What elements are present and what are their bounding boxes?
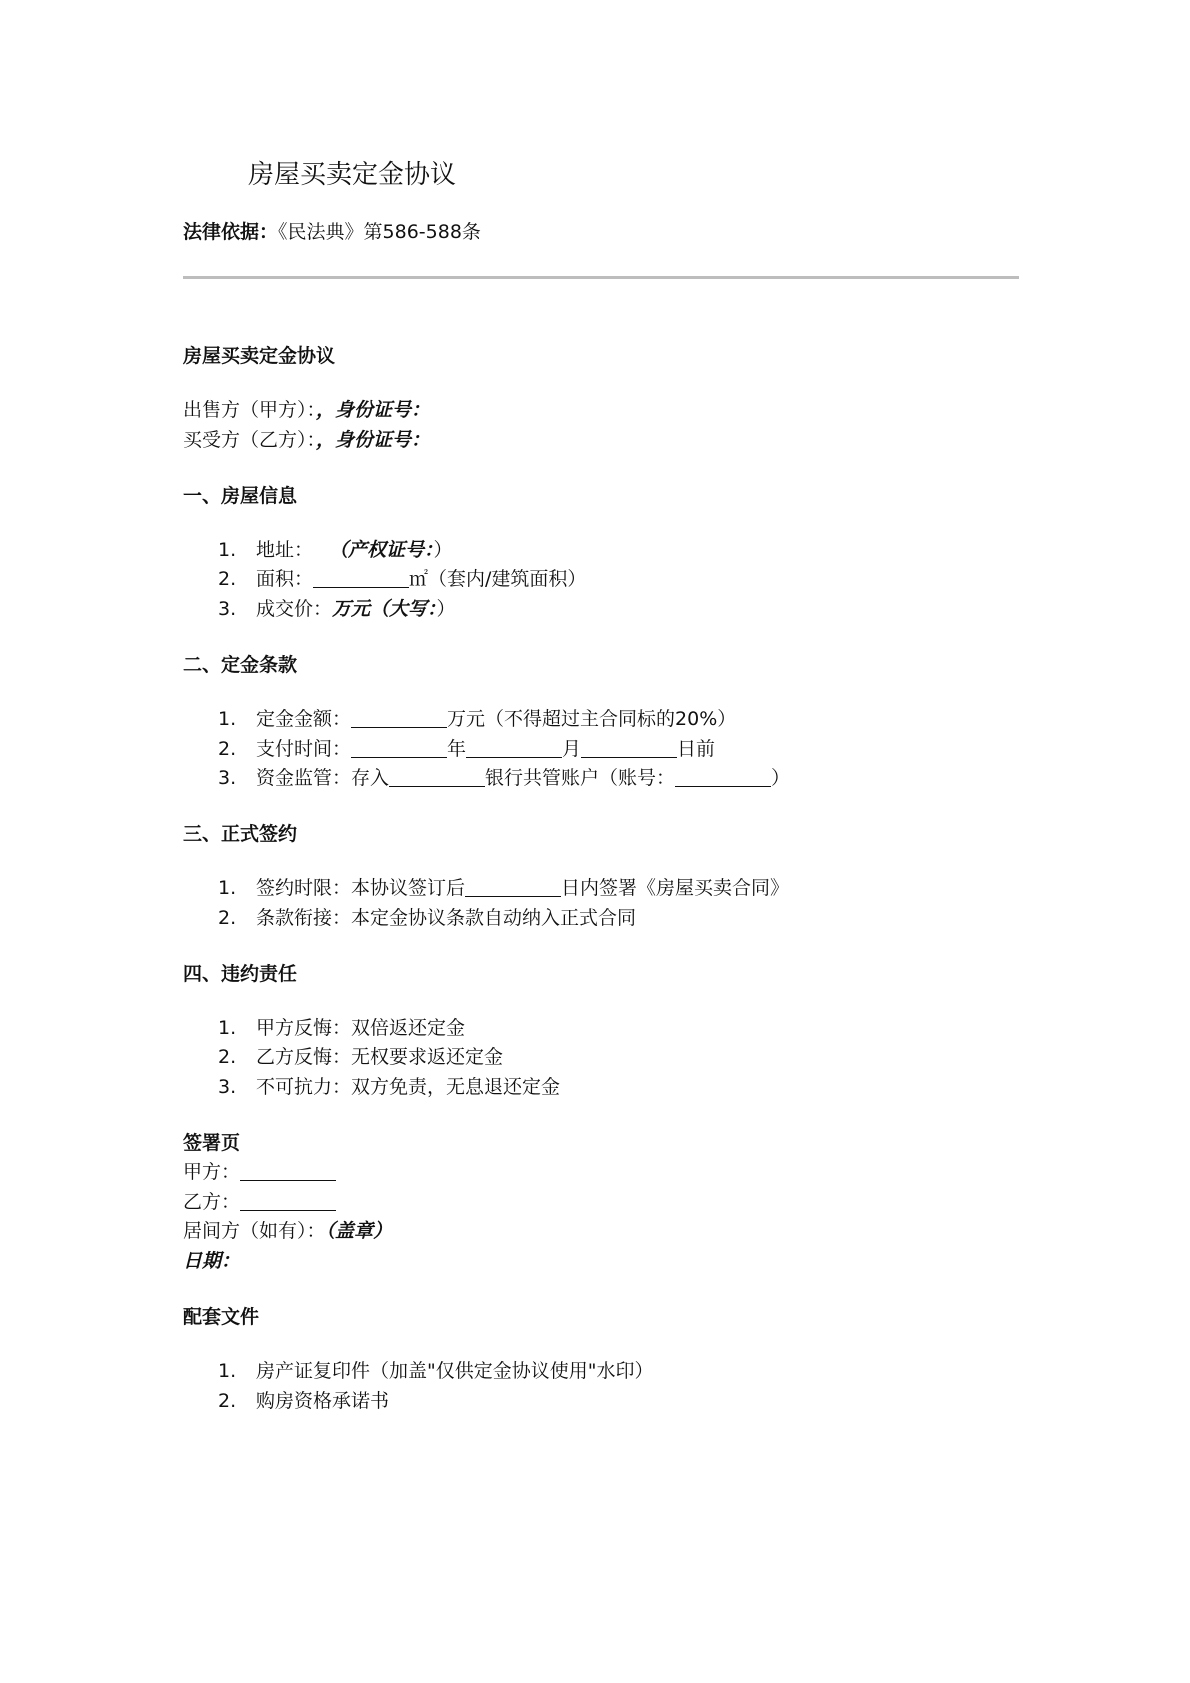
section-heading-signature: 签署页 — [183, 1132, 241, 1154]
legal-basis-line — [183, 218, 481, 246]
list-item — [218, 874, 789, 902]
fill-blank[interactable] — [465, 876, 561, 897]
item-text: 日内签署《房屋买卖合同》 — [561, 877, 790, 899]
list-number: 2. — [218, 738, 237, 760]
section-heading-attachments: 配套文件 — [183, 1306, 260, 1328]
legal-basis-label: 法律依据： — [183, 221, 279, 243]
buyer-label: 买受方（乙方）： — [183, 429, 317, 451]
list-number: 1. — [218, 539, 237, 561]
list-item — [218, 705, 736, 733]
list-item — [218, 735, 715, 763]
item-text: ） — [771, 767, 791, 789]
fill-blank[interactable] — [351, 707, 447, 728]
list-number: 2. — [218, 1390, 237, 1412]
fill-blank[interactable] — [466, 737, 562, 758]
seller-id-label: ，身份证号： — [316, 399, 431, 421]
item-text: 甲方反悔：双倍返还定金 — [256, 1017, 466, 1039]
item-text: 定金金额： — [256, 708, 352, 730]
item-text: 条款衔接：本定金协议条款自动纳入正式合同 — [256, 907, 637, 929]
section-heading-breach: 四、违约责任 — [183, 963, 298, 985]
section-heading-deposit: 二、定金条款 — [183, 654, 298, 676]
item-text: 不可抗力：双方免责，无息退还定金 — [256, 1076, 561, 1098]
list-number: 2. — [218, 568, 237, 590]
agent-line — [183, 1217, 392, 1245]
date-label: 日期： — [183, 1250, 241, 1272]
item-text: 支付时间： — [256, 738, 352, 760]
section-heading-property: 一、房屋信息 — [183, 485, 298, 507]
signature-blank[interactable] — [240, 1160, 336, 1181]
item-text: 日前 — [677, 738, 716, 760]
item-text-italic: （产权证号： — [329, 539, 434, 561]
list-number: 1. — [218, 1017, 237, 1039]
list-item — [218, 1043, 503, 1071]
buyer-line — [183, 426, 430, 454]
item-text: 银行共管账户（账号： — [485, 767, 676, 789]
header-divider — [183, 276, 1019, 279]
fill-blank[interactable] — [389, 766, 485, 787]
signature-blank[interactable] — [240, 1190, 336, 1211]
fill-blank[interactable] — [351, 737, 447, 758]
party-b-line — [183, 1188, 336, 1216]
list-number: 1. — [218, 877, 237, 899]
item-text: 购房资格承诺书 — [256, 1390, 390, 1412]
party-a-line — [183, 1158, 336, 1186]
list-item — [218, 904, 636, 932]
item-text: 面积： — [256, 568, 314, 590]
list-item — [218, 1014, 465, 1042]
list-number: 2. — [218, 907, 237, 929]
list-number: 2. — [218, 1046, 237, 1068]
list-item — [218, 595, 456, 623]
agent-seal: （盖章） — [325, 1220, 393, 1242]
item-text: 月 — [562, 738, 582, 760]
list-number: 3. — [218, 1076, 237, 1098]
item-text-italic: 万元（大写： — [332, 598, 437, 620]
list-item — [218, 565, 586, 593]
fill-blank[interactable] — [313, 567, 409, 588]
list-item — [218, 1387, 389, 1415]
list-number: 3. — [218, 598, 237, 620]
agent-label: 居间方（如有）： — [183, 1220, 326, 1242]
item-text: 签约时限：本协议签订后 — [256, 877, 466, 899]
list-item — [218, 764, 790, 792]
list-number: 3. — [218, 767, 237, 789]
item-text: 乙方反悔：无权要求返还定金 — [256, 1046, 504, 1068]
list-number: 1. — [218, 1360, 237, 1382]
party-a-label: 甲方： — [183, 1161, 241, 1183]
item-text: 万元（不得超过主合同标的20%） — [447, 708, 737, 730]
item-text: 地址： — [256, 539, 314, 561]
item-text: 成交价： — [256, 598, 333, 620]
document-title: 房屋买卖定金协议 — [248, 160, 457, 190]
item-text: ） — [433, 539, 453, 561]
item-text: 年 — [447, 738, 467, 760]
party-b-label: 乙方： — [183, 1191, 241, 1213]
fill-blank[interactable] — [581, 737, 677, 758]
item-text: 房产证复印件（加盖"仅供定金协议使用"水印） — [256, 1360, 654, 1382]
list-item — [218, 536, 453, 564]
item-text: 资金监管：存入 — [256, 767, 390, 789]
list-item — [218, 1357, 653, 1385]
seller-line — [183, 396, 430, 424]
item-text: ） — [436, 598, 456, 620]
seller-label: 出售方（甲方）： — [183, 399, 317, 421]
item-text: ㎡（套内/建筑面积） — [409, 568, 587, 590]
buyer-id-label: ，身份证号： — [316, 429, 431, 451]
agreement-subtitle: 房屋买卖定金协议 — [183, 345, 336, 367]
list-item — [218, 1073, 560, 1101]
section-heading-signing: 三、正式签约 — [183, 823, 298, 845]
list-number: 1. — [218, 708, 237, 730]
fill-blank[interactable] — [675, 766, 771, 787]
legal-basis-text: 《民法典》第586-588条 — [278, 221, 481, 243]
